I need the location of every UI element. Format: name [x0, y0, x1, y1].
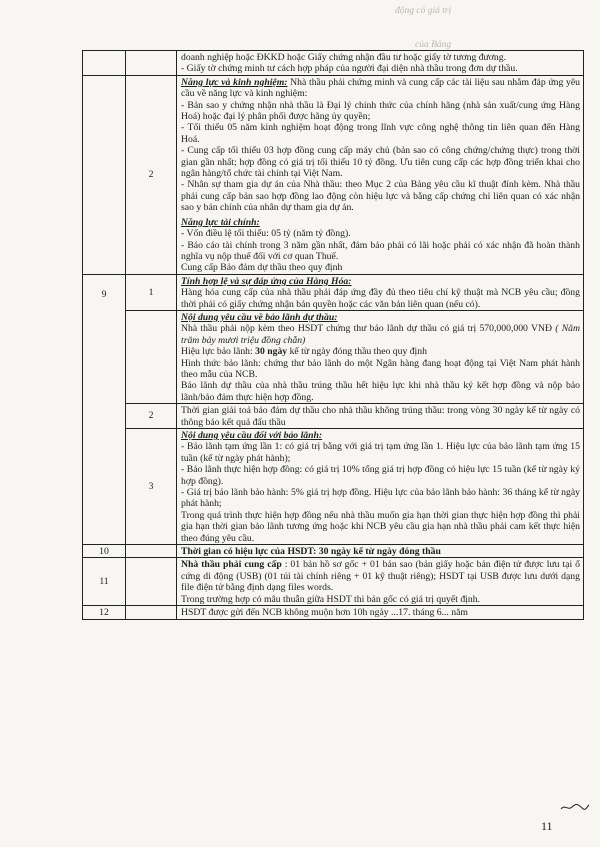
sub-number: 3	[126, 429, 177, 545]
text-line: doanh nghiệp hoặc ĐKKD hoặc Giấy chứng nhận đầu tư hoặc giấy tờ tương đương.	[181, 52, 507, 63]
list-item: Cung cấp Bảo đảm dự thầu theo quy định	[181, 262, 343, 274]
section-heading: Nội dung yêu cầu đối với bảo lãnh:	[181, 430, 323, 441]
list-item: - Vốn điều lệ tối thiểu: 05 tỷ (năm tỷ đồng).	[181, 228, 351, 240]
sub-number: 2	[126, 404, 177, 429]
row-number: 11	[83, 558, 126, 606]
cell-content: Thời gian có hiệu lực của HSDT: 30 ngày kể từ ngày đóng thầu	[177, 545, 584, 558]
list-item: - Bản sao y chứng nhận nhà thầu là Đại lý chính thức của chính hãng (nhà sản xuất/cung ứng Hàng Hoá) hoặc đại lý phân phối được hãng ủy quyền;	[181, 99, 580, 123]
section-heading: Năng lực tài chính:	[181, 216, 260, 228]
section-heading: Năng lực và kinh nghiệm:	[181, 76, 288, 88]
cell-content	[177, 274, 584, 310]
cell-content	[177, 75, 584, 274]
section-heading: Thời gian có hiệu lực của HSDT	[181, 546, 314, 558]
table-row	[83, 404, 584, 429]
section-heading: Nội dung yêu cầu về bảo lãnh dự thầu:	[181, 311, 338, 323]
list-item: - Tối thiểu 05 năm kinh nghiệm hoạt động trong lĩnh vực công nghệ thông tin liên quan đến Hàng Hoá.	[181, 122, 580, 145]
row-number: 9	[83, 274, 126, 544]
text-line: Hình thức bảo lãnh: chứng thư bảo lãnh do một Ngân hàng đang hoạt động tại Việt Nam phát hành theo mẫu của NCB.	[181, 357, 580, 380]
text-line: ( Năm trăm bảy mươi triệu đồng chẵn)	[181, 323, 580, 346]
list-item: - Bảo lãnh thực hiện hợp đồng: có giá trị 10% tổng giá trị hợp đồng có hiệu lực 15 tuần (kể từ ngày ký hợp đồng).	[181, 464, 580, 487]
table-row	[83, 75, 584, 274]
text-line: - Giấy tờ chứng minh tư cách hợp pháp của người đại diện nhà thầu trong đơn dự thầu.	[181, 63, 518, 75]
list-item: - Cung cấp tối thiểu 03 hợp đồng cung cấp máy chủ (bản sao có công chứng/chứng thực) trong thời gian gần nhất; hợp đồng có giá trị tối thiểu 10 tỷ đồng. Ưu tiên cung cấp các hợp đồng triển khai cho ngân hàng/tổ chức tài chính tại Việt Nam.	[181, 145, 580, 180]
text-line: Bảo lãnh dự thầu của nhà thầu trúng thầu hết hiệu lực khi nhà thầu ký kết hợp đồng và nộp bảo lãnh/bảo đảm thực hiện hợp đồng.	[181, 380, 580, 403]
row-number: 10	[83, 545, 126, 558]
page-number: 11	[541, 819, 553, 833]
requirements-table	[82, 50, 584, 620]
cell-content: Nhà thầu phải cung cấp : 01 bản hồ sơ gốc + 01 bản sao (bản giấy hoặc bản điện tử được lưu tại ổ cứng di động (USB) (01 túi tài chính riêng + 01 kỹ thuật riêng); HSDT tại USB được lưu dưới dạng file điện tử bằng định dạng files words. Trong trường hợp có mâu thuẫn giữa HSDT thì bản gốc có giá trị quyết định.	[177, 558, 584, 606]
table-row	[83, 274, 584, 310]
text-line: Trong trường hợp có mâu thuẫn giữa HSDT thì bản gốc có giá trị quyết định.	[181, 593, 480, 605]
text-line: HSDT được gửi đến NCB không muộn hơn 10h ngày ...17. tháng 6... năm	[181, 607, 468, 619]
section-heading: Nhà thầu phải cung cấp	[181, 559, 282, 571]
table-row	[83, 558, 584, 606]
list-item: - Nhân sự tham gia dự án của Nhà thầu: theo Mục 2 của Bảng yêu cầu kĩ thuật đính kèm. Nhà thầu phải cung cấp bản sao hợp đồng lao động còn hiệu lực và bằng cấp chứng chỉ liên quan có xác nhận sao y bản chính của nhân dự tham gia dự án.	[181, 179, 580, 214]
list-item: Trong quá trình thực hiện hợp đồng nếu nhà thầu muốn gia hạn thời gian thực hiện hợp đồng thì phải gia hạn thời gian bảo lãnh tương ứng hoặc khi NCB yêu cầu gia hạn nhà thầu phải cam kết thực hiện theo đúng yêu cầu.	[181, 509, 580, 544]
text-line: Hàng hóa cung cấp của nhà thầu phải đáp ứng đầy đủ theo tiêu chí kỹ thuật mà NCB yêu cầu; đồng thời phải có giấy chứng nhận bản quyền hoặc các văn bản liên quan (nếu có).	[181, 287, 580, 310]
cell-content	[177, 429, 584, 545]
row-number: 12	[83, 606, 126, 619]
table-row	[83, 51, 584, 76]
text-line: Thời gian giải toả bảo đảm dự thầu cho nhà thầu không trúng thầu: trong vòng 30 ngày kể từ ngày có thông báo kết quả đấu thầu	[181, 405, 580, 428]
text-line: Nhà thầu phải chứng minh và cung cấp các tài liệu sau nhằm đáp ứng yêu cầu về năng lực và kinh nghiệm:	[181, 76, 580, 100]
table-row	[83, 429, 584, 545]
table-row	[83, 545, 584, 558]
cell-content	[177, 606, 584, 619]
section-heading: Tính hợp lệ và sự đáp ứng của Hàng Hóa:	[181, 275, 352, 287]
list-item: - Bảo lãnh tạm ứng lần 1: có giá trị bằng với giá trị tạm ứng lần 1. Hiệu lực của bảo lãnh tạm ứng 15 tuần (kể từ ngày phát hành);	[181, 441, 580, 464]
table-row	[83, 606, 584, 619]
table-row	[83, 310, 584, 403]
sub-number: 1	[126, 274, 177, 310]
sub-number: 2	[126, 75, 177, 274]
ghost-header-1: động có giá trị	[395, 6, 452, 16]
cell-content: Nội dung yêu cầu về bảo lãnh dự thầu: Nhà thầu phải nộp kèm theo HSDT chứng thư bảo lãnh dự thầu có giá trị 570,000,000 VNĐ ( Năm trăm bảy mươi triệu đồng chẵn) Hiệu lực bảo lãnh: 30 ngày kể từ ngày đóng thầu theo quy định Hình thức bảo lãnh: chứng thư bảo lãnh do một Ngân hàng đang hoạt động tại Việt Nam phát hành theo mẫu của NCB. Bảo lãnh dự thầu của nhà thầu trúng thầu hết hiệu lực khi nhà thầu ký kết hợp đồng và nộp bảo lãnh/bảo đảm thực hiện hợp đồng.	[177, 310, 584, 403]
list-item: - Báo cáo tài chính trong 3 năm gần nhất, đảm bảo phải có lãi hoặc phải có xác nhận đã hoàn thành nghĩa vụ nộp thuế đối với cơ quan Thuế.	[181, 239, 580, 262]
cell-content	[177, 404, 584, 429]
cell-content	[177, 51, 584, 76]
text-line: Nhà thầu phải nộp kèm theo HSDT chứng thư bảo lãnh dự thầu có giá trị 570,000,000 VNĐ	[181, 323, 556, 335]
list-item: - Giá trị bảo lãnh bảo hành: 5% giá trị hợp đồng. Hiệu lực của bảo lãnh bảo hành: 36 tháng kể từ ngày phát hành;	[181, 487, 580, 510]
signature-mark-icon	[560, 802, 590, 812]
ghost-header-2: của Bảng	[415, 40, 452, 50]
